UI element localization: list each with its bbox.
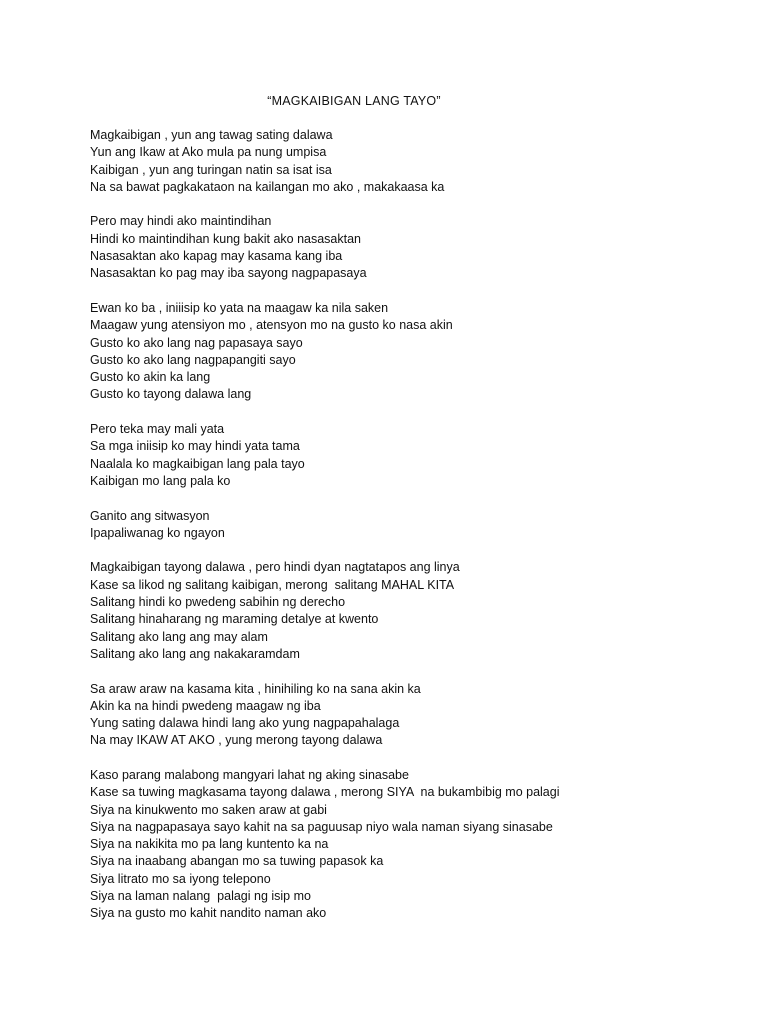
- poem-title: “MAGKAIBIGAN LANG TAYO”: [267, 94, 441, 108]
- stanza: [90, 421, 710, 490]
- poem-line: Ewan ko ba , iniiisip ko yata na maagaw ka nila saken: [90, 300, 389, 315]
- poem-line: Pero may hindi ako maintindihan: [90, 214, 272, 229]
- stanza: [90, 127, 710, 196]
- poem-line: Sa araw araw na kasama kita , hinihiling ko na sana akin ka: [90, 681, 421, 696]
- poem-line: Siya litrato mo sa iyong telepono: [90, 871, 271, 886]
- poem-line: Kase sa tuwing magkasama tayong dalawa , merong SIYA na bukambibig mo palagi: [90, 785, 560, 800]
- poem-line: Siya na gusto mo kahit nandito naman ako: [90, 906, 327, 921]
- poem-line: Yung sating dalawa hindi lang ako yung nagpapahalaga: [90, 716, 400, 731]
- poem-line: Gusto ko akin ka lang: [90, 370, 211, 385]
- poem-line: Akin ka na hindi pwedeng maagaw ng iba: [90, 698, 321, 713]
- poem-line: Gusto ko ako lang nag papasaya sayo: [90, 335, 303, 350]
- poem-line: Magkaibigan , yun ang tawag sating dalawa: [90, 128, 333, 142]
- poem-line: Nasasaktan ko pag may iba sayong nagpapasaya: [90, 266, 367, 281]
- stanza: [90, 559, 710, 663]
- stanza: [90, 767, 710, 923]
- stanza: [90, 508, 710, 543]
- poem-line: Yun ang Ikaw at Ako mula pa nung umpisa: [90, 145, 327, 160]
- poem-line: Hindi ko maintindihan kung bakit ako nasasaktan: [90, 231, 362, 246]
- stanza: [90, 681, 710, 750]
- poem-line: Kaso parang malabong mangyari lahat ng aking sinasabe: [90, 767, 409, 782]
- poem-line: Kase sa likod ng salitang kaibigan, merong salitang MAHAL KITA: [90, 577, 455, 592]
- poem-line: Siya na nagpapasaya sayo kahit na sa paguusap niyo wala naman siyang sinasabe: [90, 819, 553, 834]
- poem-line: Sa mga iniisip ko may hindi yata tama: [90, 439, 300, 454]
- poem-line: Salitang hindi ko pwedeng sabihin ng derecho: [90, 595, 346, 610]
- poem-line: Na may IKAW AT AKO , yung merong tayong dalawa: [90, 733, 383, 748]
- poem-line: Nasasaktan ako kapag may kasama kang iba: [90, 249, 343, 264]
- poem-line: Kaibigan , yun ang turingan natin sa isat isa: [90, 162, 332, 177]
- poem-line: Kaibigan mo lang pala ko: [90, 473, 231, 488]
- poem-line: Magkaibigan tayong dalawa , pero hindi dyan nagtatapos ang linya: [90, 560, 460, 575]
- stanza: [90, 300, 710, 404]
- poem-line: Salitang ako lang ang may alam: [90, 629, 268, 644]
- poem-line: Siya na inaabang abangan mo sa tuwing papasok ka: [90, 854, 384, 869]
- poem-line: Siya na laman nalang palagi ng isip mo: [90, 889, 311, 904]
- poem-line: Salitang hinaharang ng maraming detalye at kwento: [90, 612, 379, 627]
- poem-line: Gusto ko ako lang nagpapangiti sayo: [90, 352, 296, 367]
- poem-line: Siya na nakikita mo pa lang kuntento ka na: [90, 837, 329, 852]
- poem-line: Ipapaliwanag ko ngayon: [90, 525, 225, 540]
- stanza: [90, 213, 710, 282]
- poem-line: Gusto ko tayong dalawa lang: [90, 387, 252, 402]
- poem-line: Naalala ko magkaibigan lang pala tayo: [90, 456, 305, 471]
- poem-line: Siya na kinukwento mo saken araw at gabi: [90, 802, 327, 817]
- poem-line: Maagaw yung atensiyon mo , atensyon mo na gusto ko nasa akin: [90, 318, 453, 333]
- poem-body: [90, 127, 710, 940]
- poem-line: Ganito ang sitwasyon: [90, 508, 210, 523]
- poem-line: Na sa bawat pagkakataon na kailangan mo ako , makakaasa ka: [90, 179, 445, 194]
- poem-line: Salitang ako lang ang nakakaramdam: [90, 646, 300, 661]
- poem-line: Pero teka may mali yata: [90, 422, 225, 437]
